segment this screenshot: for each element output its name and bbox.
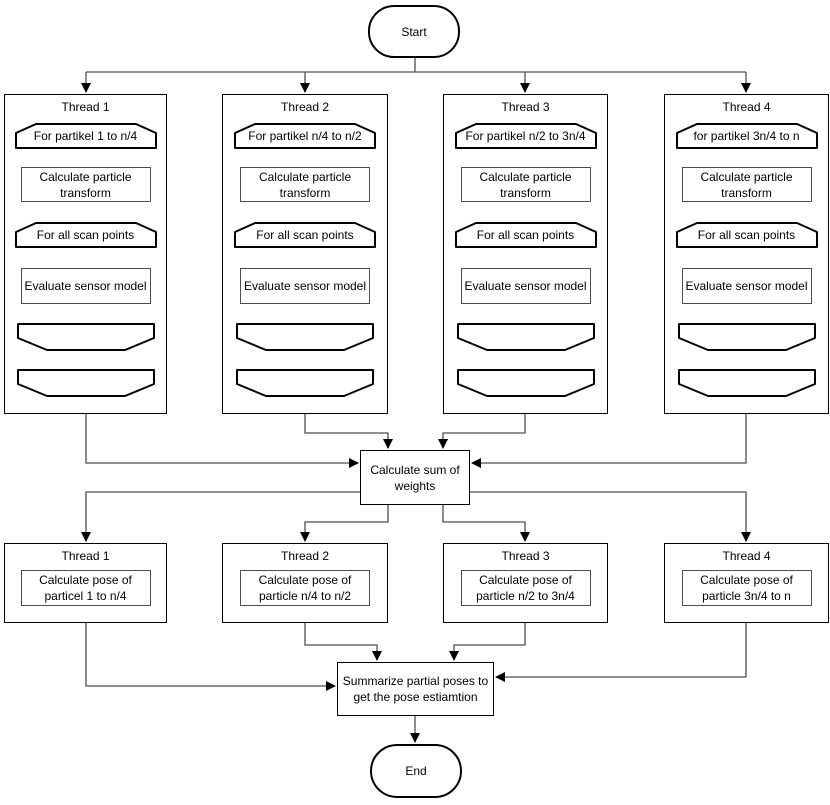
loop-start-label: for partikel 3n/4 to n [693, 128, 800, 143]
loop-start-label: For partikel n/4 to n/2 [248, 128, 362, 143]
process-transform [461, 167, 591, 202]
thread-4-bottom-container [664, 543, 829, 623]
loop-end-shape [678, 323, 816, 351]
process-label: Calculate particle transform [39, 169, 132, 200]
process-sensor [240, 268, 370, 304]
thread-3-top-container [443, 94, 608, 414]
process-label: Calculate pose of particel 1 to n/4 [39, 573, 132, 603]
process-label: Calculate particle transform [479, 169, 572, 200]
loop-end-shape [678, 369, 816, 397]
thread-4-top-container [664, 94, 829, 414]
loop-end-shape [236, 369, 374, 397]
process-transform [240, 167, 370, 202]
loop-end-shape-icon [236, 323, 374, 351]
loop-scan-label: For all scan points [697, 227, 796, 242]
thread-1-bottom-container [4, 543, 167, 623]
thread-title: Thread 1 [61, 549, 110, 563]
loop-end-shape [17, 369, 155, 397]
loop-scan-label: For all scan points [36, 227, 135, 242]
loop-end-shape [236, 323, 374, 351]
loop-scan-shape [676, 222, 818, 248]
thread-title: Thread 1 [61, 100, 110, 114]
process-pose [682, 570, 812, 606]
process-label: Evaluate sensor model [24, 279, 147, 293]
loop-end-shape-icon [678, 369, 816, 397]
thread-title: Thread 3 [501, 549, 550, 563]
thread-title: Thread 4 [722, 100, 771, 114]
thread-title: Thread 3 [501, 100, 550, 114]
process-label: Evaluate sensor model [243, 279, 367, 293]
loop-end-shape-icon [678, 323, 816, 351]
end-node [370, 744, 462, 798]
loop-scan-label: For all scan points [476, 227, 575, 242]
start-node [368, 5, 460, 58]
process-label: Calculate pose of particle 3n/4 to n [700, 573, 793, 603]
process-sensor [21, 268, 151, 304]
process-label: Calculate particle transform [258, 169, 352, 200]
process-label: Calculate pose of particle n/2 to 3n/4 [476, 573, 575, 603]
process-label: Evaluate sensor model [464, 279, 587, 293]
loop-end-shape-icon [457, 323, 595, 351]
loop-end-shape-icon [457, 369, 595, 397]
loop-end-shape [17, 323, 155, 351]
start-label: Start [401, 24, 427, 39]
loop-scan-shape [455, 222, 597, 248]
loop-end-shape [457, 323, 595, 351]
loop-start-shape [455, 123, 597, 149]
process-transform [682, 167, 812, 202]
loop-start-label: For partikel 1 to n/4 [33, 128, 138, 143]
loop-end-shape-icon [17, 369, 155, 397]
process-label: Evaluate sensor model [685, 279, 808, 293]
process-sensor [682, 268, 812, 304]
loop-start-shape [234, 123, 376, 149]
loop-end-shape [457, 369, 595, 397]
thread-3-bottom-container [443, 543, 608, 623]
process-sensor [461, 268, 591, 304]
loop-scan-shape [234, 222, 376, 248]
summarize-node [337, 662, 494, 716]
loop-end-shape-icon [17, 323, 155, 351]
process-transform [21, 167, 151, 202]
thread-2-top-container [222, 94, 388, 414]
sum-of-weights-node [360, 450, 470, 505]
loop-start-label: For partikel n/2 to 3n/4 [465, 128, 586, 143]
sum-of-weights-label: Calculate sum of weights [370, 462, 460, 493]
loop-end-shape-icon [236, 369, 374, 397]
process-pose [21, 570, 151, 606]
thread-title: Thread 2 [280, 100, 330, 114]
thread-2-bottom-container [222, 543, 388, 623]
thread-title: Thread 2 [280, 549, 330, 563]
loop-start-shape [15, 123, 157, 149]
end-label: End [405, 764, 427, 778]
loop-start-shape [676, 123, 818, 149]
thread-title: Thread 4 [722, 549, 771, 563]
process-label: Calculate pose of particle n/4 to n/2 [258, 573, 352, 603]
loop-scan-label: For all scan points [256, 227, 354, 242]
summarize-label: Summarize partial poses to get the pose estiamtion [342, 674, 489, 704]
process-label: Calculate particle transform [700, 169, 793, 200]
loop-scan-shape [15, 222, 157, 248]
process-pose [240, 570, 370, 606]
thread-1-top-container [4, 94, 167, 414]
process-pose [461, 570, 591, 606]
